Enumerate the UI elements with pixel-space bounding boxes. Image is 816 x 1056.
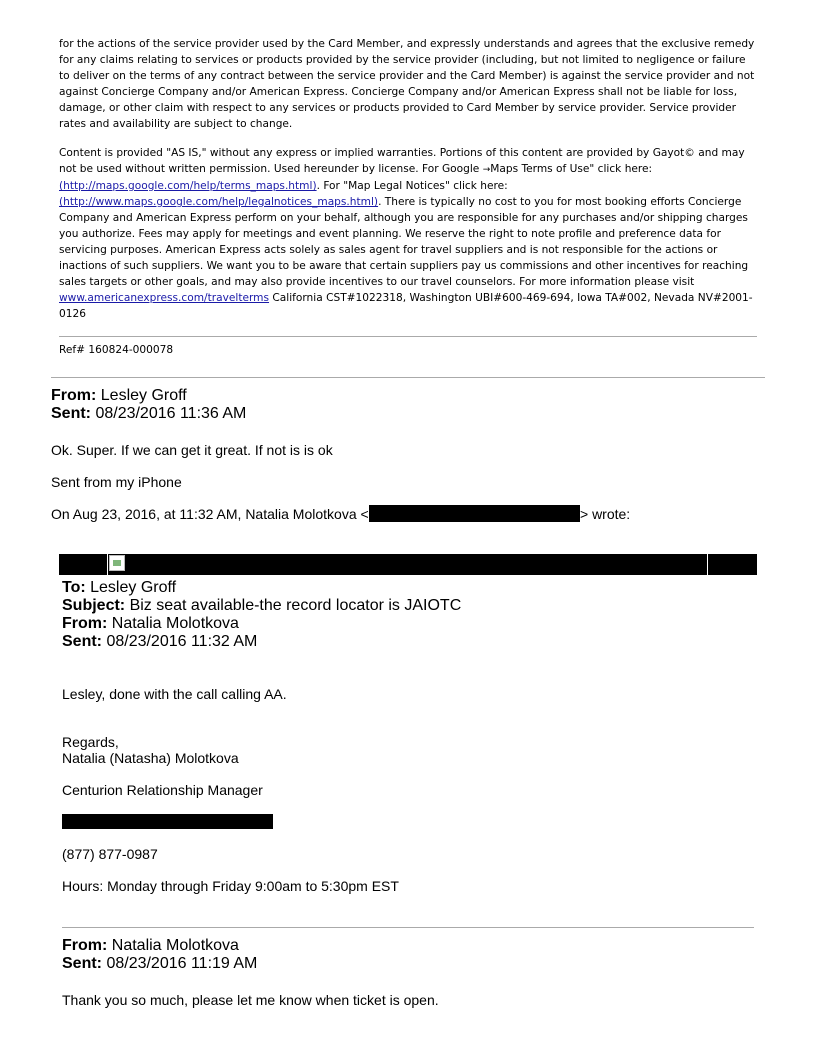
from-value: Lesley Groff xyxy=(96,387,187,404)
broken-image-icon xyxy=(109,555,125,571)
email2-from xyxy=(62,615,239,633)
divider xyxy=(59,336,757,337)
subject-value: Biz seat available-the record locator is JAIOTC xyxy=(125,597,462,614)
email2-sent xyxy=(62,633,257,651)
legal-text-1: for the actions of the service provider used by the Card Member, and expressly understands and agrees that the exclusive remedy for any claims relating to services or products provided by the service provider (including, but not limited to negligence or failure to deliver on the terms of any contract between the service provider and the Card Member) is against the service provider and not against Concierge Company and/or American Express. Concierge Company and/or American Express shall not be liable for loss, damage, or other claim with respect to any services or products provided to Card Member by service provider. Service provider rates and availability are subject to change. xyxy=(59,38,755,130)
legal-paragraph-2 xyxy=(59,145,759,322)
redacted-email xyxy=(369,505,580,522)
from-value: Natalia Molotkova xyxy=(107,937,239,954)
email3-body: Thank you so much, please let me know when ticket is open. xyxy=(62,992,439,1008)
banner-center-bar xyxy=(108,554,707,575)
sent-value: 08/23/2016 11:32 AM xyxy=(102,633,258,650)
banner-left-bar xyxy=(59,554,107,575)
email1-quote-line: On Aug 23, 2016, at 11:32 AM, Natalia Molotkova < xyxy=(51,506,369,522)
email1-signature: Sent from my iPhone xyxy=(51,474,182,490)
sent-label: Sent: xyxy=(62,633,102,650)
reference-number: Ref# 160824-000078 xyxy=(59,344,174,356)
arrow-icon: → xyxy=(482,165,491,175)
divider xyxy=(51,377,765,378)
email1-body: Ok. Super. If we can get it great. If not is is ok xyxy=(51,442,333,458)
to-value: Lesley Groff xyxy=(85,579,177,596)
email2-body: Lesley, done with the call calling AA. xyxy=(62,686,287,702)
to-label: To: xyxy=(62,579,86,596)
terms-maps-link[interactable]: (http://maps.google.com/help/terms_maps.html) xyxy=(59,180,317,192)
from-value: Natalia Molotkova xyxy=(107,615,239,632)
banner-right-bar xyxy=(708,554,757,575)
legal-text-2e: California CST#1022318, Washington UBI#600-469-694, Iowa TA#002, Nevada NV#2001-0126 xyxy=(59,292,753,320)
sent-label: Sent: xyxy=(51,405,91,422)
email2-hours: Hours: Monday through Friday 9:00am to 5:30pm EST xyxy=(62,878,399,894)
from-label: From: xyxy=(62,615,108,632)
email3-sent xyxy=(62,955,257,973)
subject-label: Subject: xyxy=(62,597,126,614)
travelterms-link[interactable]: www.americanexpress.com/travelterms xyxy=(59,292,270,304)
legal-text-2a: Content is provided "AS IS," without any express or implied warranties. Portions of this content are provided by Gayot© and may not be used without written permission. Used hereunder by license. For Google xyxy=(59,147,745,175)
email3-from xyxy=(62,937,239,955)
sent-value: 08/23/2016 11:19 AM xyxy=(102,955,258,972)
legal-text-2 xyxy=(59,145,759,322)
legal-paragraph-1 xyxy=(59,36,759,132)
divider xyxy=(62,927,754,928)
email1-sent xyxy=(51,405,246,423)
email2-phone: (877) 877-0987 xyxy=(62,846,158,862)
sent-value: 08/23/2016 11:36 AM xyxy=(91,405,247,422)
legal-notices-link[interactable]: (http://www.maps.google.com/help/legalnotices_maps.html) xyxy=(59,196,379,208)
redacted-contact xyxy=(62,814,273,829)
email2-title: Centurion Relationship Manager xyxy=(62,782,263,798)
email1-quote-line-end: > wrote: xyxy=(580,506,631,522)
legal-text-2d: . There is typically no cost to you for most booking efforts Concierge Company and American Express perform on your behalf, although you are responsible for any purchases and/or shipping charges you authorize. Fees may apply for meetings and event planning. We reserve the right to note profile and preference data for servicing purposes. American Express acts solely as sales agent for travel suppliers and is not responsible for the actions or inactions of such suppliers. We want you to be aware that certain suppliers pay us commissions and other incentives for reaching sales targets or other goals, and may also provide incentives to our travel counselors. For more information please visit xyxy=(59,196,749,288)
email1-from xyxy=(51,387,187,405)
from-label: From: xyxy=(62,937,108,954)
sent-label: Sent: xyxy=(62,955,102,972)
email2-subject xyxy=(62,597,461,615)
email2-to xyxy=(62,579,176,597)
from-label: From: xyxy=(51,387,97,404)
email2-regards: Regards, xyxy=(62,734,119,750)
legal-text-2b: Maps Terms of Use" click here: xyxy=(490,163,653,175)
email2-name: Natalia (Natasha) Molotkova xyxy=(62,750,239,766)
legal-text-2c: . For "Map Legal Notices" click here: xyxy=(316,180,508,192)
